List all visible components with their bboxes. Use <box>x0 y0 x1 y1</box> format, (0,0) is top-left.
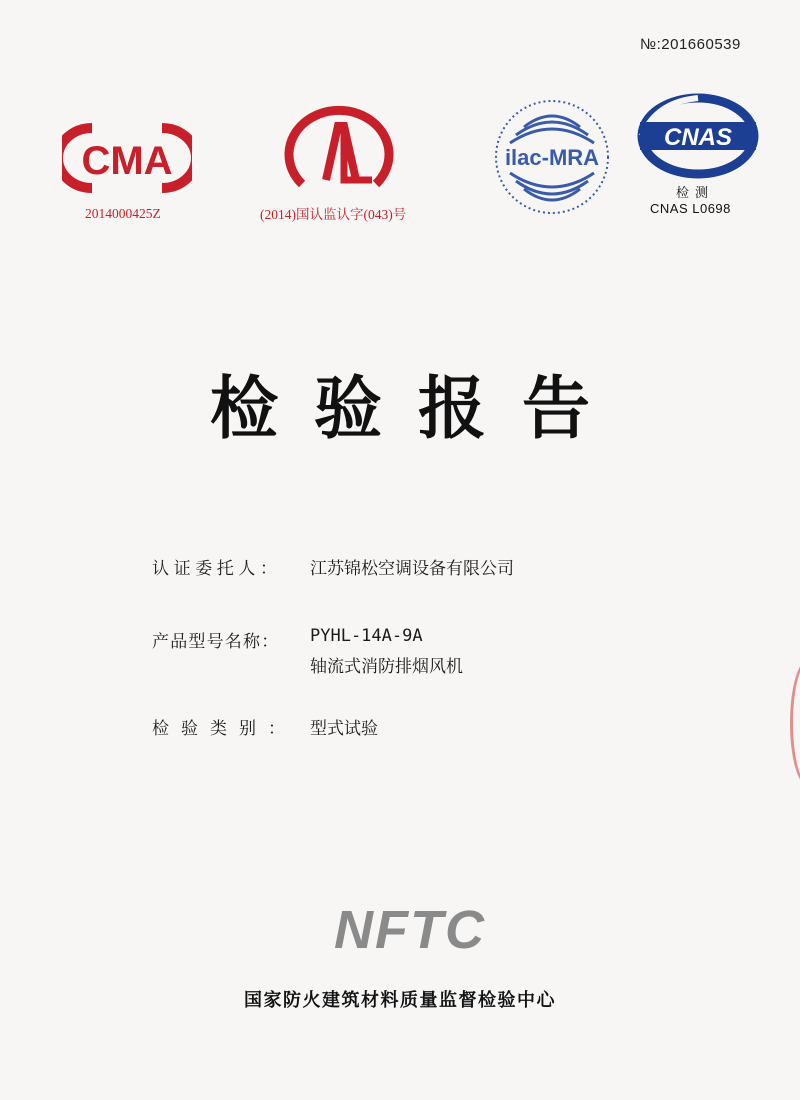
client-value: 江苏锦松空调设备有限公司 <box>310 559 514 579</box>
cma-logo-text: CMA <box>81 139 173 183</box>
inspection-type-label: 检验类别： <box>152 719 297 739</box>
cal-caption: (2014)国认监认字(043)号 <box>260 207 407 222</box>
cal-logo <box>280 102 398 200</box>
client-label: 认证委托人： <box>152 559 282 579</box>
product-name: 轴流式消防排烟风机 <box>310 657 463 677</box>
organization-name: 国家防火建筑材料质量监督检验中心 <box>244 990 556 1011</box>
seal-edge-mark <box>790 660 800 786</box>
product-label: 产品型号名称： <box>152 632 280 652</box>
cma-caption: 2014000425Z <box>85 206 161 221</box>
cal-logo-text: CAL <box>338 198 340 199</box>
cnas-code: CNAS L0698 <box>650 201 731 216</box>
page-title: 检验报告 <box>209 370 626 449</box>
cma-logo <box>62 118 192 198</box>
ilac-mra-logo-text: ilac-MRA <box>504 145 600 170</box>
product-model: PYHL-14A-9A <box>310 626 423 646</box>
cnas-logo-text: CNAS <box>663 124 733 151</box>
ilac-mra-logo <box>490 95 615 220</box>
cnas-caption-cn: 检测 <box>676 186 715 201</box>
nftc-logo-text: NFTC <box>334 900 486 960</box>
inspection-type-value: 型式试验 <box>310 719 378 739</box>
cnas-logo <box>636 92 760 182</box>
nftc-logo <box>320 898 500 960</box>
report-number: №:201660539 <box>640 36 741 53</box>
